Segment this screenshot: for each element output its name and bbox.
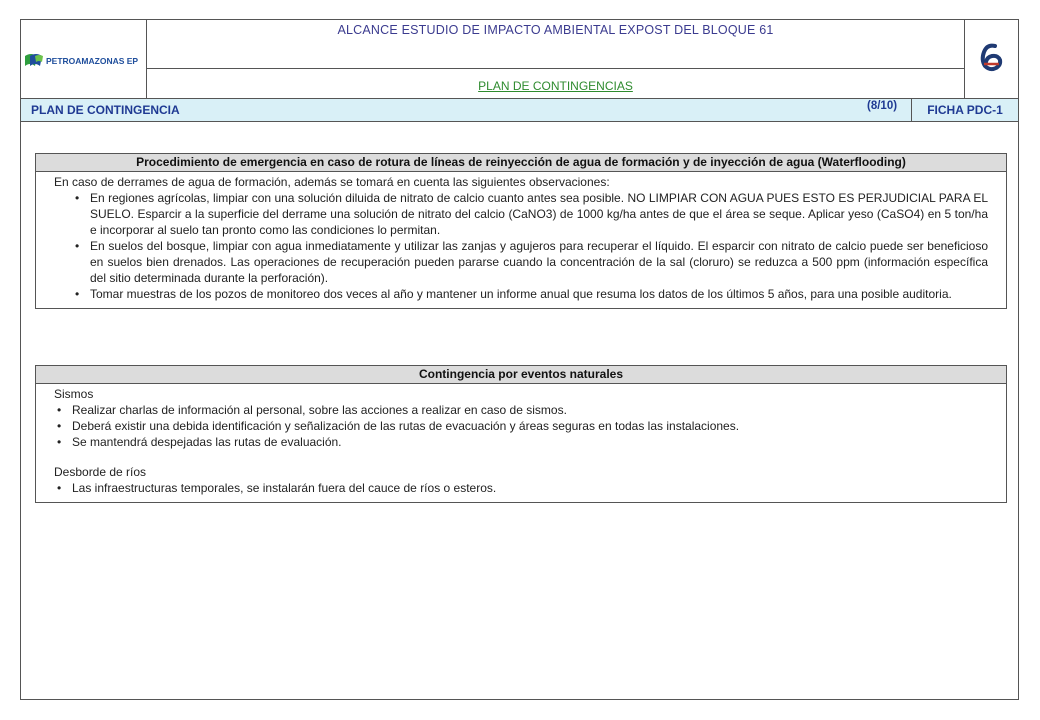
page-indicator: (8/10)	[867, 100, 898, 112]
ficha-code: FICHA PDC-1	[911, 99, 1018, 121]
observation-list	[54, 190, 988, 302]
section-heading: Contingencia por eventos naturales	[36, 366, 1006, 384]
emergency-procedure-section	[35, 153, 1007, 309]
natural-events-section	[35, 365, 1007, 503]
petroamazonas-logo	[21, 20, 145, 99]
list-item: • Las infraestructuras temporales, se instalarán fuera del cauce de ríos o esteros.	[54, 480, 988, 496]
list-item: • Deberá existir una debida identificación y señalización de las rutas de evacuación y áreas seguras en todas las instalaciones.	[54, 418, 988, 434]
section-intro: En caso de derrames de agua de formación, además se tomará en cuenta las siguientes observaciones:	[54, 175, 610, 189]
list-item: • Tomar muestras de los pozos de monitoreo dos veces al año y mantener un informe anual que resuma los datos de los últimos 5 años, para una posible auditoria.	[72, 286, 988, 302]
plan-label: PLAN DE CONTINGENCIA	[31, 103, 180, 117]
section-body	[36, 384, 1006, 502]
group-title: Sismos	[54, 387, 94, 401]
list-item: • Se mantendrá despejadas las rutas de evaluación.	[54, 434, 988, 450]
list-item: • En suelos del bosque, limpiar con agua inmediatamente y utilizar las zanjas y agujeros para recuperar el líquido. El esparcir con nitrato de calcio puede ser beneficioso en suelos bien drenados. Las operaciones de recuperación pueden pararse cuando la concentración de la sal (cloruro) se reduzca a 500 ppm (información específica del sitio determinada durante la perforación).	[72, 238, 988, 286]
document-sheet	[20, 19, 1019, 700]
list-item: • Realizar charlas de información al personal, sobre las acciones a realizar en caso de sismos.	[54, 402, 988, 418]
group-title: Desborde de ríos	[54, 465, 147, 479]
section-body	[36, 172, 1006, 308]
section-heading: Procedimiento de emergencia en caso de rotura de líneas de reinyección de agua de formación y de inyección de agua (Waterflooding)	[36, 154, 1006, 172]
number-six-logo	[965, 20, 1019, 99]
company-logo-cell	[21, 20, 147, 99]
flood-list	[54, 480, 988, 496]
corner-logo-cell	[964, 20, 1018, 99]
section-bar	[21, 99, 1018, 122]
earthquake-list	[54, 402, 988, 450]
document-subtitle: PLAN DE CONTINGENCIAS	[147, 69, 964, 99]
document-title: ALCANCE ESTUDIO DE IMPACTO AMBIENTAL EXPOST DEL BLOQUE 61	[147, 20, 964, 69]
list-item: • En regiones agrícolas, limpiar con una solución diluida de nitrato de calcio cuanto antes sea posible. NO LIMPIAR CON AGUA PUES ESTO ES PERJUDICIAL PARA EL SUELO. Esparcir a la superficie del derrame una solución de nitrato del calcio (CaNO3) de 1000 kg/ha antes de que el área se seque. Aplicar yeso (CaSO4) en 5 ton/ha e incorporar al suelo tan pronto como las condiciones lo permitan.	[72, 190, 988, 238]
logo-text: PETROAMAZONAS EP	[46, 56, 139, 66]
